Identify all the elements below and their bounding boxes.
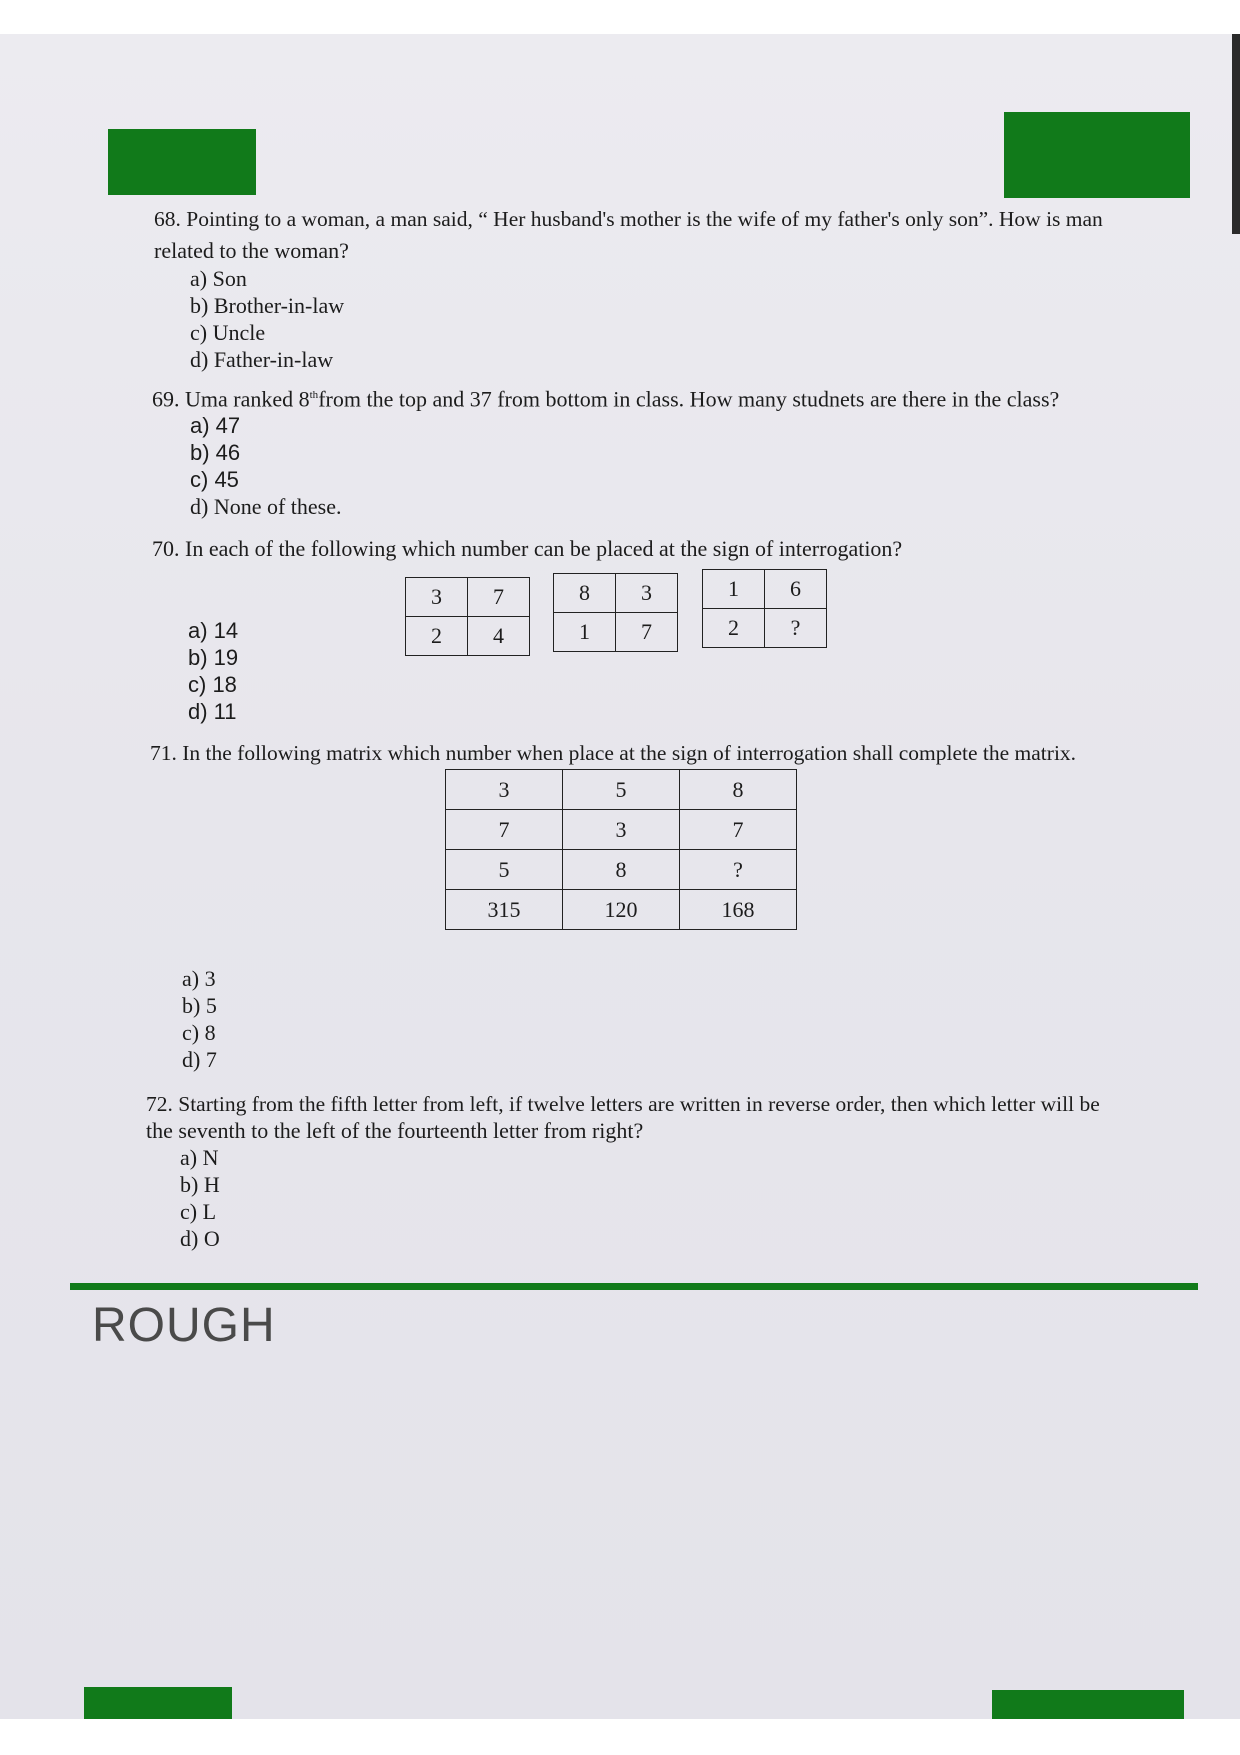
box-cell: 7 xyxy=(468,578,530,617)
box-cell: 3 xyxy=(406,578,468,617)
option-c[interactable]: c) 18 xyxy=(188,672,237,697)
q70-box-1 xyxy=(405,577,530,656)
option-d[interactable]: d) Father-in-law xyxy=(190,347,334,372)
matrix-cell: 3 xyxy=(446,770,563,810)
box-cell: 8 xyxy=(554,574,616,613)
box-cell: 2 xyxy=(406,617,468,656)
matrix-row xyxy=(446,850,797,890)
matrix-cell: 5 xyxy=(446,850,563,890)
matrix-cell: 8 xyxy=(563,850,680,890)
q70-box-2 xyxy=(553,573,678,652)
option-b[interactable]: b) H xyxy=(180,1172,220,1197)
page-shadow-edge xyxy=(1232,34,1240,234)
option-a[interactable]: a) 3 xyxy=(182,966,216,991)
header-green-block-right xyxy=(1004,112,1190,198)
box-cell: 6 xyxy=(765,570,827,609)
matrix-row xyxy=(446,810,797,850)
box-cell: 2 xyxy=(703,609,765,648)
option-c[interactable]: c) 45 xyxy=(190,467,239,492)
option-a[interactable]: a) 14 xyxy=(188,618,239,643)
question-69-text xyxy=(152,382,1059,412)
question-69-superscript: th xyxy=(309,389,319,401)
footer-green-block-right xyxy=(992,1690,1184,1719)
question-70-text: 70. In each of the following which number can be placed at the sign of interrogation? xyxy=(152,536,903,561)
question-68-line1: 68. Pointing to a woman, a man said, “ Her husband's mother is the wife of my father's only son”. How is man xyxy=(154,207,1103,231)
option-a[interactable]: a) 47 xyxy=(190,413,241,438)
option-b[interactable]: b) Brother-in-law xyxy=(190,293,345,318)
matrix-cell: 7 xyxy=(446,810,563,850)
q71-matrix xyxy=(445,769,797,930)
option-d[interactable]: d) None of these. xyxy=(190,494,342,519)
option-d[interactable]: d) 7 xyxy=(182,1047,217,1072)
option-a[interactable]: a) N xyxy=(180,1145,219,1170)
question-69-text-post: from the top and 37 from bottom in class. How many studnets are there in the class? xyxy=(318,386,1060,412)
question-72-line2: the seventh to the left of the fourteenth letter from right? xyxy=(146,1118,644,1143)
box-cell: ? xyxy=(765,609,827,648)
option-c[interactable]: c) 8 xyxy=(182,1020,216,1045)
question-68-line2: related to the woman? xyxy=(154,238,349,263)
question-71-text: 71. In the following matrix which number when place at the sign of interrogation shall complete the matrix. xyxy=(150,741,1077,765)
question-72-line1: 72. Starting from the fifth letter from left, if twelve letters are written in reverse order, then which letter will be xyxy=(146,1092,1100,1116)
box-cell: 7 xyxy=(616,613,678,652)
matrix-cell: 7 xyxy=(680,810,797,850)
option-b[interactable]: b) 5 xyxy=(182,993,217,1018)
question-70-options xyxy=(188,617,238,725)
matrix-cell: 3 xyxy=(563,810,680,850)
option-b[interactable]: b) 19 xyxy=(188,645,239,670)
option-b[interactable]: b) 46 xyxy=(190,440,241,465)
box-cell: 1 xyxy=(703,570,765,609)
box-cell: 4 xyxy=(468,617,530,656)
matrix-row xyxy=(446,770,797,810)
question-72-options xyxy=(180,1144,220,1252)
matrix-row xyxy=(446,890,797,930)
header-green-block-left xyxy=(108,129,256,195)
option-c[interactable]: c) L xyxy=(180,1199,217,1224)
option-a[interactable]: a) Son xyxy=(190,266,247,291)
rough-heading: ROUGH xyxy=(92,1299,276,1352)
matrix-cell: 8 xyxy=(680,770,797,810)
footer-green-block-left xyxy=(84,1687,232,1719)
option-d[interactable]: d) 11 xyxy=(188,699,237,724)
question-69-options xyxy=(190,412,342,520)
matrix-cell: 5 xyxy=(563,770,680,810)
option-c[interactable]: c) Uncle xyxy=(190,320,266,345)
box-cell: 3 xyxy=(616,574,678,613)
option-d[interactable]: d) O xyxy=(180,1226,220,1251)
question-69-text-pre: 69. Uma ranked 8 xyxy=(152,386,310,412)
matrix-cell: 168 xyxy=(680,890,797,930)
question-71-options xyxy=(182,965,217,1073)
question-68-options xyxy=(190,265,344,373)
box-cell: 1 xyxy=(554,613,616,652)
q70-box-3 xyxy=(702,569,827,648)
matrix-cell: 120 xyxy=(563,890,680,930)
matrix-cell: 315 xyxy=(446,890,563,930)
rough-divider-rule xyxy=(70,1283,1198,1290)
matrix-cell: ? xyxy=(680,850,797,890)
